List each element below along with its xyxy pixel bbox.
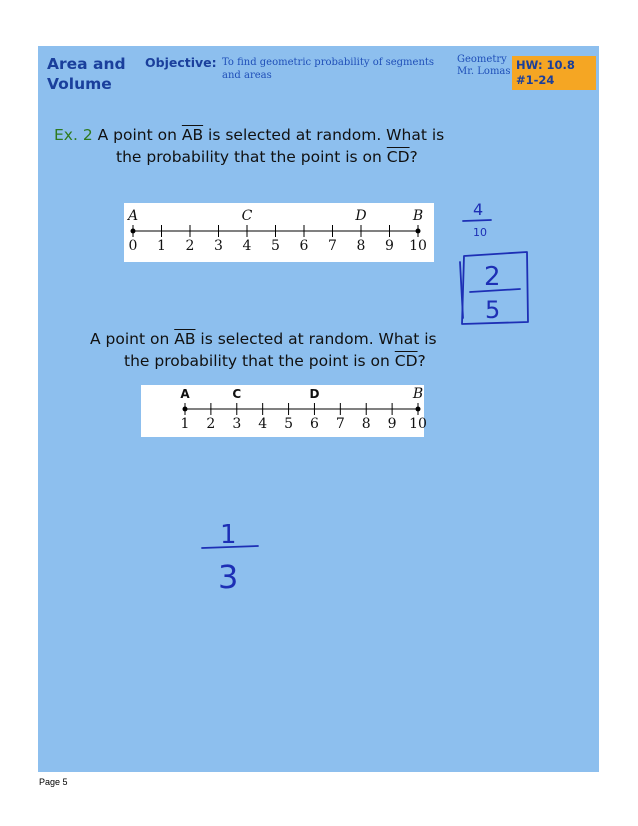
answer1-box-denominator: 5 <box>485 296 501 324</box>
answer1-box-numerator: 2 <box>484 262 501 292</box>
nl1-tick-label: 10 <box>409 238 427 254</box>
answer1-numerator: 4 <box>473 200 484 219</box>
nl1-tick-label: 2 <box>185 238 195 254</box>
nl1-tick-label: 0 <box>128 238 138 254</box>
objective-label: Objective: <box>145 55 217 70</box>
nl1-tick-label: 4 <box>242 238 252 254</box>
answer1-fraction-bar <box>463 220 491 221</box>
nl1-tick-label: 7 <box>328 238 337 254</box>
example-label: Ex. 2 <box>54 126 93 144</box>
q1-text-b: is selected at random. What is <box>208 126 445 144</box>
answer2-numerator: 1 <box>220 520 237 550</box>
q2-segment-cd: $\overline{CD}$ <box>394 352 418 370</box>
nl2-tick-label: 1 <box>180 416 190 432</box>
nl1-point-label: B <box>412 208 424 224</box>
topic-title: Area and Volume <box>47 55 126 93</box>
nl1-tick-label: 3 <box>214 238 223 254</box>
q1-segment-ab: $\overline{AB}$ <box>181 126 204 144</box>
q2-segment-ab: $\overline{AB}$ <box>174 330 196 348</box>
answer2-denominator: 3 <box>218 558 239 596</box>
nl2-tick-label: 6 <box>309 416 319 432</box>
nl1-point-label: D <box>355 208 367 224</box>
nl2-point-label: B <box>412 386 424 402</box>
nl2-point-label: D <box>309 387 320 401</box>
q2-text-d: ? <box>417 352 426 370</box>
q1-text-c: the probability that the point is on <box>116 148 382 166</box>
nl2-tick-label: 10 <box>409 416 427 432</box>
nl2-tick-label: 4 <box>258 416 268 432</box>
nl2-point-label: C <box>232 387 242 401</box>
nl1-tick-label: 1 <box>157 238 166 254</box>
nl1-point-label: C <box>241 208 253 224</box>
nl2-tick-label: 3 <box>232 416 242 432</box>
nl2-tick-label: 7 <box>335 416 345 432</box>
objective-text: To find geometric probability of segments and areas <box>222 57 435 81</box>
nl1-tick-label: 8 <box>356 238 366 254</box>
nl1-tick-label: 5 <box>271 238 280 254</box>
nl1-point-label: A <box>127 208 139 224</box>
nl1-tick-label: 9 <box>385 238 394 254</box>
answer1-denominator: 10 <box>473 226 487 239</box>
q1-text-a: A point on <box>97 126 177 144</box>
nl2-tick-label: 9 <box>387 416 397 432</box>
page-footer: Page 5 <box>39 777 68 787</box>
q2-text-a: A point on <box>90 330 170 348</box>
nl2-tick-label: 5 <box>284 416 294 432</box>
answer2-fraction-bar <box>202 546 258 548</box>
q2-text-b: is selected at random. What is <box>200 330 437 348</box>
homework-box: HW: 10.8 #1-24 <box>512 56 596 90</box>
q2-text-c: the probability that the point is on <box>124 352 390 370</box>
course-info: Geometry Mr. Lomas <box>457 54 511 77</box>
q1-segment-cd: $\overline{CD}$ <box>386 148 410 166</box>
nl2-tick-label: 2 <box>206 416 216 432</box>
q1-text-d: ? <box>409 148 418 166</box>
nl1-tick-label: 6 <box>299 238 309 254</box>
nl2-tick-label: 8 <box>361 416 371 432</box>
nl2-point-label: A <box>180 387 190 401</box>
